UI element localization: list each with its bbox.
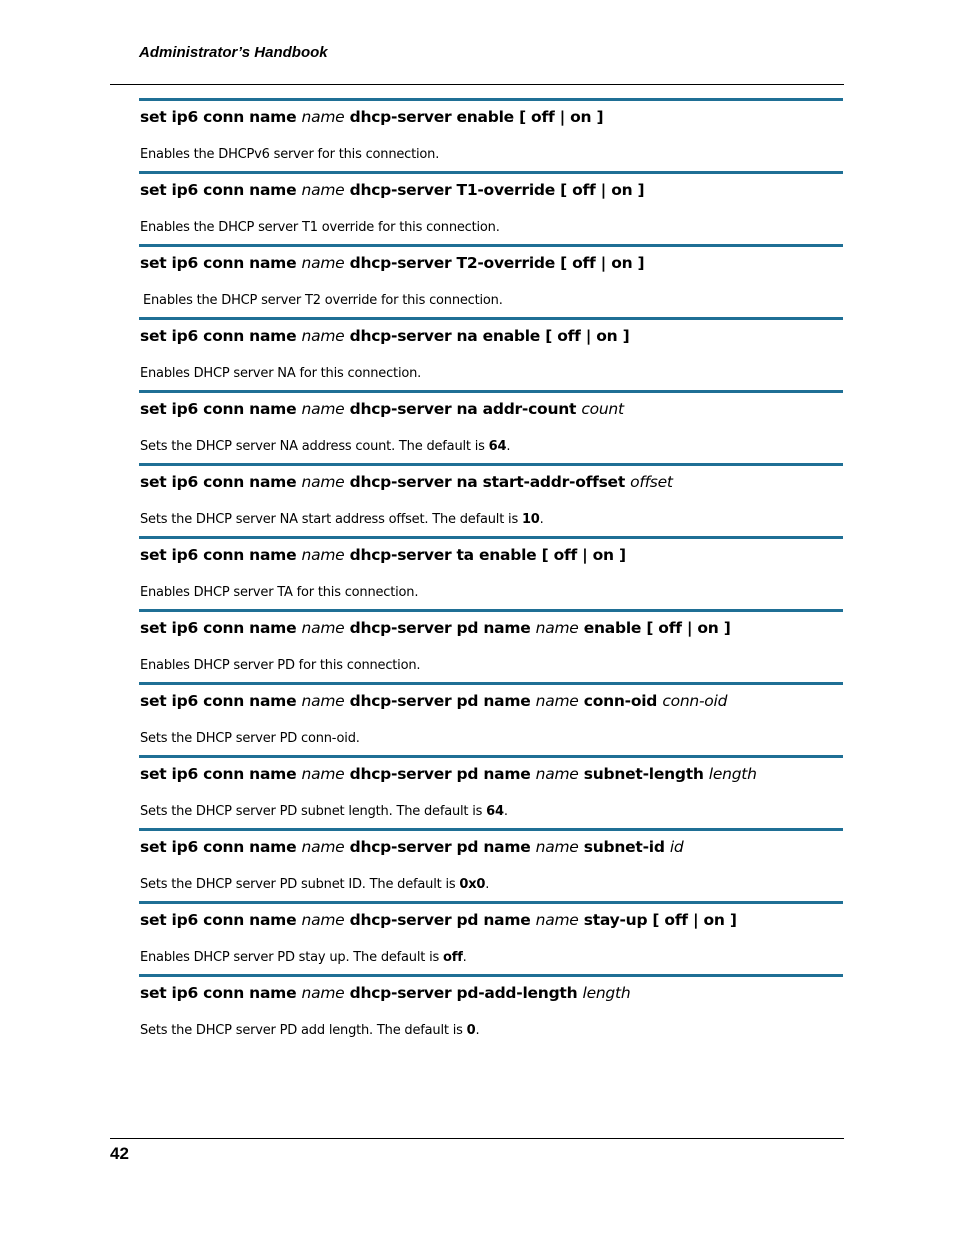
description-text: Enables the DHCPv6 server for this connection. [140, 147, 440, 162]
syntax-parameter: name [301, 400, 345, 418]
syntax-keyword: dhcp-server pd name [344, 692, 536, 710]
description-text: Enables DHCP server TA for this connection. [140, 585, 419, 600]
default-value: 64 [488, 439, 507, 454]
syntax-keyword: stay-up [ off | on ] [578, 911, 737, 929]
syntax-keyword: dhcp-server pd-add-length [344, 984, 583, 1002]
command-syntax [140, 765, 757, 783]
description-text: Sets the DHCP server PD subnet ID. The default is [140, 877, 460, 892]
syntax-parameter: name [301, 473, 345, 491]
syntax-keyword: set ip6 conn name [140, 108, 302, 126]
command-syntax [140, 546, 626, 564]
command-description [140, 220, 500, 235]
description-text: Sets the DHCP server PD subnet length. The default is [140, 804, 487, 819]
page-header-title: Administrator’s Handbook [139, 44, 328, 61]
section-divider [139, 609, 843, 612]
command-syntax [140, 911, 737, 929]
syntax-parameter: name [535, 619, 579, 637]
section-divider [139, 244, 843, 247]
syntax-parameter: name [535, 765, 579, 783]
syntax-keyword: set ip6 conn name [140, 911, 302, 929]
description-text: Enables DHCP server NA for this connection. [140, 366, 422, 381]
command-description [140, 512, 544, 527]
command-entry [139, 828, 843, 901]
description-text: Sets the DHCP server NA start address offset. The default is [140, 512, 522, 527]
command-description [140, 366, 421, 381]
section-divider [139, 682, 843, 685]
default-value: 0x0 [459, 877, 486, 892]
default-value: 64 [486, 804, 504, 819]
command-entry [139, 609, 843, 682]
command-syntax [140, 692, 727, 710]
syntax-keyword: dhcp-server na enable [ off | on ] [344, 327, 630, 345]
command-entry [139, 536, 843, 609]
command-syntax [140, 181, 644, 199]
syntax-parameter: conn-oid [662, 692, 728, 710]
command-syntax [140, 984, 630, 1002]
syntax-keyword: dhcp-server pd name [344, 765, 536, 783]
description-text: . [539, 512, 544, 527]
syntax-keyword: conn-oid [578, 692, 663, 710]
syntax-parameter: name [301, 838, 345, 856]
syntax-parameter: name [301, 765, 345, 783]
section-divider [139, 390, 843, 393]
syntax-keyword: set ip6 conn name [140, 619, 302, 637]
section-divider [139, 974, 843, 977]
syntax-parameter: name [301, 181, 345, 199]
syntax-keyword: dhcp-server pd name [344, 911, 536, 929]
description-text: . [506, 439, 511, 454]
description-text: Enables the DHCP server T2 override for this connection. [143, 293, 503, 308]
header-rule [110, 84, 844, 85]
syntax-keyword: set ip6 conn name [140, 181, 302, 199]
command-syntax [140, 327, 629, 345]
command-entry [139, 390, 843, 463]
command-description [140, 804, 508, 819]
command-description [140, 585, 418, 600]
command-syntax [140, 108, 603, 126]
description-text: Enables the DHCP server T1 override for this connection. [140, 220, 500, 235]
syntax-parameter: name [535, 692, 579, 710]
syntax-parameter: offset [630, 473, 673, 491]
syntax-keyword: set ip6 conn name [140, 838, 302, 856]
description-text: . [475, 1023, 480, 1038]
command-entry [139, 244, 843, 317]
syntax-parameter: name [535, 838, 579, 856]
syntax-parameter: name [301, 108, 345, 126]
syntax-keyword: set ip6 conn name [140, 473, 302, 491]
syntax-keyword: enable [ off | on ] [578, 619, 731, 637]
syntax-keyword: dhcp-server T1-override [ off | on ] [344, 181, 645, 199]
syntax-keyword: set ip6 conn name [140, 400, 302, 418]
command-description [140, 950, 467, 965]
section-divider [139, 828, 843, 831]
default-value: 0 [466, 1023, 476, 1038]
description-text: Enables DHCP server PD for this connection. [140, 658, 421, 673]
command-description [140, 731, 360, 746]
description-text: Sets the DHCP server NA address count. The default is [140, 439, 489, 454]
section-divider [139, 901, 843, 904]
syntax-keyword: subnet-length [578, 765, 709, 783]
syntax-keyword: dhcp-server enable [ off | on ] [344, 108, 604, 126]
command-description [140, 147, 439, 162]
command-syntax [140, 619, 731, 637]
syntax-keyword: set ip6 conn name [140, 254, 302, 272]
syntax-keyword: dhcp-server na start-addr-offset [344, 473, 631, 491]
description-text: Sets the DHCP server PD conn-oid. [140, 731, 360, 746]
command-entry [139, 974, 843, 1047]
command-syntax [140, 473, 673, 491]
command-entry [139, 755, 843, 828]
command-syntax [140, 838, 683, 856]
footer-rule [110, 1138, 844, 1139]
command-description [140, 877, 489, 892]
syntax-parameter: name [301, 619, 345, 637]
default-value: 10 [521, 512, 540, 527]
syntax-parameter: name [301, 327, 345, 345]
description-text: Enables DHCP server PD stay up. The default is [140, 950, 444, 965]
command-description [140, 439, 510, 454]
section-divider [139, 98, 843, 101]
syntax-keyword: set ip6 conn name [140, 692, 302, 710]
syntax-parameter: name [535, 911, 579, 929]
command-description [140, 658, 420, 673]
command-syntax [140, 400, 624, 418]
syntax-parameter: name [301, 546, 345, 564]
command-entry [139, 463, 843, 536]
syntax-parameter: name [301, 254, 345, 272]
syntax-keyword: set ip6 conn name [140, 546, 302, 564]
syntax-keyword: dhcp-server pd name [344, 619, 536, 637]
syntax-parameter: length [708, 765, 757, 783]
section-divider [139, 317, 843, 320]
section-divider [139, 536, 843, 539]
syntax-parameter: name [301, 984, 345, 1002]
description-text: . [462, 950, 467, 965]
command-description [140, 1023, 479, 1038]
command-list [139, 98, 843, 1047]
syntax-keyword: set ip6 conn name [140, 984, 302, 1002]
page-number: 42 [110, 1144, 129, 1163]
syntax-parameter: id [669, 838, 684, 856]
description-text: Sets the DHCP server PD add length. The default is [140, 1023, 467, 1038]
command-entry [139, 682, 843, 755]
command-syntax [140, 254, 644, 272]
syntax-keyword: dhcp-server T2-override [ off | on ] [344, 254, 645, 272]
command-entry [139, 901, 843, 974]
syntax-keyword: subnet-id [578, 838, 670, 856]
command-description [143, 293, 503, 308]
syntax-keyword: dhcp-server na addr-count [344, 400, 582, 418]
syntax-keyword: set ip6 conn name [140, 765, 302, 783]
syntax-keyword: dhcp-server ta enable [ off | on ] [344, 546, 626, 564]
section-divider [139, 755, 843, 758]
syntax-parameter: length [582, 984, 631, 1002]
command-entry [139, 171, 843, 244]
description-text: . [485, 877, 490, 892]
syntax-keyword: dhcp-server pd name [344, 838, 536, 856]
command-entry [139, 98, 843, 171]
section-divider [139, 171, 843, 174]
section-divider [139, 463, 843, 466]
description-text: . [503, 804, 508, 819]
syntax-parameter: name [301, 692, 345, 710]
default-value: off [443, 950, 463, 965]
command-entry [139, 317, 843, 390]
syntax-parameter: count [581, 400, 624, 418]
syntax-parameter: name [301, 911, 345, 929]
syntax-keyword: set ip6 conn name [140, 327, 302, 345]
